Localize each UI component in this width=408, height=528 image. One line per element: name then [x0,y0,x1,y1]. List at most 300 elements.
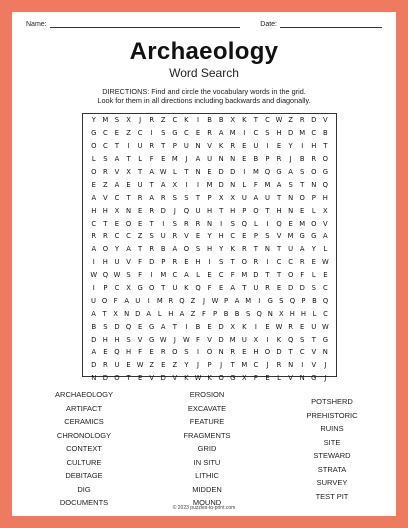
grid-letter[interactable]: D [288,284,294,293]
grid-letter[interactable]: R [172,232,178,241]
grid-letter[interactable]: A [179,309,185,318]
grid-letter[interactable]: R [299,258,305,267]
grid-letter[interactable]: T [102,309,107,318]
grid-letter[interactable]: P [207,361,212,370]
grid-letter[interactable]: M [287,232,294,241]
grid-letter[interactable]: R [137,193,143,202]
grid-letter[interactable]: H [253,348,259,357]
grid-letter[interactable]: C [91,219,97,228]
grid-letter[interactable]: M [160,271,167,280]
grid-letter[interactable]: Z [126,129,131,138]
grid-letter[interactable]: M [229,335,236,344]
grid-letter[interactable]: I [150,271,153,280]
grid-letter[interactable]: E [207,322,212,331]
grid-letter[interactable]: V [126,258,131,267]
grid-letter[interactable]: R [149,206,155,215]
grid-letter[interactable]: E [103,348,108,357]
grid-letter[interactable]: F [196,335,200,344]
grid-letter[interactable]: B [253,155,259,164]
date-field[interactable] [260,20,382,28]
grid-letter[interactable]: A [299,245,305,254]
grid-letter[interactable]: V [276,232,282,241]
grid-letter[interactable]: W [159,335,167,344]
grid-letter[interactable]: P [103,284,108,293]
grid-letter[interactable]: O [322,155,329,164]
grid-letter[interactable]: X [113,309,118,318]
grid-letter[interactable]: K [230,245,235,254]
grid-letter[interactable]: D [218,180,224,189]
grid-letter[interactable]: R [230,142,236,151]
grid-letter[interactable]: N [218,155,224,164]
grid-letter[interactable]: C [172,271,178,280]
grid-letter[interactable]: N [218,348,224,357]
grid-letter[interactable]: F [230,271,235,280]
grid-letter[interactable]: A [91,309,96,318]
grid-letter[interactable]: I [162,219,165,228]
grid-letter[interactable]: S [103,322,108,331]
grid-letter[interactable]: E [161,361,166,370]
grid-letter[interactable]: L [323,245,328,254]
grid-letter[interactable]: Z [190,309,196,318]
grid-letter[interactable]: B [160,245,166,254]
grid-letter[interactable]: J [196,361,199,370]
grid-letter[interactable]: S [184,193,189,202]
grid-letter[interactable]: T [149,219,154,228]
grid-letter[interactable]: I [243,129,246,138]
grid-letter[interactable]: N [299,374,305,383]
grid-letter[interactable]: W [194,374,202,383]
grid-letter[interactable]: A [146,309,152,318]
grid-letter[interactable]: I [185,180,188,189]
grid-letter[interactable]: H [300,309,306,318]
grid-letter[interactable]: Q [264,168,271,176]
grid-letter[interactable]: Q [256,309,262,318]
grid-letter[interactable]: X [126,168,131,176]
grid-letter[interactable]: N [288,206,294,215]
grid-letter[interactable]: Y [207,232,212,241]
grid-letter[interactable]: T [126,193,131,202]
grid-letter[interactable]: W [159,168,167,176]
grid-letter[interactable]: Q [195,284,201,293]
grid-letter[interactable]: D [114,322,120,331]
grid-letter[interactable]: T [126,374,131,383]
grid-letter[interactable]: R [160,193,166,202]
grid-letter[interactable]: A [114,155,120,164]
grid-letter[interactable]: G [276,168,282,176]
grid-letter[interactable]: I [196,116,199,125]
grid-letter[interactable]: Q [322,296,329,305]
grid-letter[interactable]: S [288,180,293,189]
grid-letter[interactable]: A [91,193,97,202]
grid-letter[interactable]: S [300,335,305,344]
grid-letter[interactable]: I [220,219,223,228]
grid-letter[interactable]: S [279,296,284,305]
grid-letter[interactable]: C [137,129,143,138]
grid-letter[interactable]: T [265,271,270,280]
grid-letter[interactable]: N [311,180,317,189]
grid-letter[interactable]: J [289,155,292,164]
grid-letter[interactable]: E [276,284,282,293]
grid-letter[interactable]: R [103,168,108,176]
grid-letter[interactable]: T [126,155,131,164]
grid-letter[interactable]: A [218,129,224,138]
grid-letter[interactable]: E [137,374,143,383]
grid-letter[interactable]: O [91,142,97,151]
grid-letter[interactable]: V [311,361,317,370]
grid-letter[interactable]: O [91,168,97,176]
grid-letter[interactable]: P [207,193,212,202]
grid-letter[interactable]: I [185,322,188,331]
grid-letter[interactable]: W [90,271,98,280]
grid-letter[interactable]: L [253,219,258,228]
grid-letter[interactable]: R [149,116,155,125]
grid-letter[interactable]: O [125,219,132,228]
grid-letter[interactable]: K [218,142,224,151]
grid-letter[interactable]: N [264,245,270,254]
grid-letter[interactable]: V [207,335,212,344]
grid-letter[interactable]: E [300,206,305,215]
grid-letter[interactable]: I [266,335,269,344]
grid-letter[interactable]: R [265,284,270,293]
grid-letter[interactable]: S [311,284,316,293]
date-line[interactable] [280,20,382,28]
grid-letter[interactable]: J [173,335,176,344]
grid-letter[interactable]: C [323,309,328,318]
grid-letter[interactable]: E [114,219,120,228]
grid-letter[interactable]: R [253,258,259,267]
grid-letter[interactable]: K [184,374,189,383]
grid-letter[interactable]: Y [184,361,189,370]
grid-letter[interactable]: B [223,309,229,318]
grid-letter[interactable]: L [311,206,316,215]
grid-letter[interactable]: U [253,142,259,151]
grid-letter[interactable]: E [276,142,282,151]
grid-letter[interactable]: S [265,129,270,138]
grid-letter[interactable]: V [172,374,178,383]
grid-letter[interactable]: I [243,168,246,176]
grid-letter[interactable]: A [234,296,240,305]
grid-letter[interactable]: R [168,296,174,305]
grid-letter[interactable]: D [135,309,141,318]
grid-letter[interactable]: I [266,258,269,267]
grid-letter[interactable]: N [230,180,236,189]
grid-letter[interactable]: I [266,219,269,228]
grid-letter[interactable]: Y [91,116,96,125]
grid-letter[interactable]: W [275,116,283,125]
grid-letter[interactable]: D [230,168,236,176]
grid-letter[interactable]: H [102,258,108,267]
grid-letter[interactable]: Z [137,232,143,241]
grid-letter[interactable]: V [323,219,328,228]
grid-letter[interactable]: O [114,374,120,383]
grid-letter[interactable]: T [114,142,120,151]
grid-letter[interactable]: E [126,361,131,370]
grid-letter[interactable]: F [202,309,206,318]
grid-letter[interactable]: I [258,296,261,305]
grid-letter[interactable]: A [160,322,166,331]
grid-letter[interactable]: A [288,168,293,176]
grid-letter[interactable]: R [91,232,97,241]
grid-letter[interactable]: U [135,296,141,305]
grid-letter[interactable]: K [276,335,282,344]
grid-letter[interactable]: E [219,284,224,293]
grid-letter[interactable]: B [195,322,201,331]
grid-letter[interactable]: C [288,258,293,267]
grid-letter[interactable]: K [207,374,212,383]
grid-letter[interactable]: U [114,361,120,370]
grid-letter[interactable]: D [160,206,166,215]
grid-letter[interactable]: K [242,116,247,125]
grid-letter[interactable]: A [184,271,189,280]
grid-letter[interactable]: D [253,271,259,280]
grid-letter[interactable]: I [208,258,211,267]
grid-letter[interactable]: H [276,129,282,138]
grid-letter[interactable]: I [196,180,199,189]
grid-letter[interactable]: Z [288,116,293,125]
grid-letter[interactable]: R [160,348,166,357]
grid-letter[interactable]: S [126,271,131,280]
grid-letter[interactable]: R [288,322,293,331]
grid-letter[interactable]: O [311,219,317,228]
grid-letter[interactable]: L [242,180,247,189]
grid-letter[interactable]: C [253,129,259,138]
grid-letter[interactable]: O [102,245,109,254]
grid-letter[interactable]: H [207,206,213,215]
grid-letter[interactable]: X [241,374,247,383]
grid-letter[interactable]: I [301,361,304,370]
grid-letter[interactable]: U [264,193,270,202]
grid-letter[interactable]: D [288,129,294,138]
grid-letter[interactable]: A [149,168,154,176]
grid-letter[interactable]: R [103,361,108,370]
grid-letter[interactable]: I [127,142,130,151]
grid-letter[interactable]: J [266,361,269,370]
grid-letter[interactable]: X [218,193,224,202]
grid-letter[interactable]: A [126,245,131,254]
grid-letter[interactable]: H [102,206,108,215]
grid-letter[interactable]: C [102,142,108,151]
grid-letter[interactable]: P [301,296,306,305]
grid-letter[interactable]: O [264,348,271,357]
grid-letter[interactable]: U [91,296,97,305]
grid-letter[interactable]: P [265,155,270,164]
grid-letter[interactable]: O [287,271,294,280]
grid-letter[interactable]: T [276,193,282,202]
grid-letter[interactable]: B [218,116,224,125]
grid-letter[interactable]: M [299,129,306,138]
grid-letter[interactable]: N [322,348,328,357]
grid-letter[interactable]: N [288,193,294,202]
grid-letter[interactable]: M [102,116,109,125]
grid-letter[interactable]: D [102,374,108,383]
grid-letter[interactable]: K [184,116,189,125]
grid-letter[interactable]: N [195,168,201,176]
grid-letter[interactable]: S [114,116,120,125]
grid-letter[interactable]: G [267,296,273,305]
grid-letter[interactable]: T [265,206,270,215]
grid-letter[interactable]: S [218,258,224,267]
grid-letter[interactable]: M [299,219,306,228]
grid-letter[interactable]: L [91,155,96,164]
grid-letter[interactable]: G [322,335,328,344]
grid-letter[interactable]: Q [289,296,296,305]
grid-letter[interactable]: Z [160,116,166,125]
grid-letter[interactable]: H [322,193,328,202]
grid-letter[interactable]: T [300,180,305,189]
grid-letter[interactable]: K [242,322,247,331]
grid-letter[interactable]: C [114,193,120,202]
grid-letter[interactable]: Z [190,296,196,305]
grid-letter[interactable]: X [230,193,236,202]
grid-letter[interactable]: N [267,309,273,318]
grid-letter[interactable]: Q [102,271,109,280]
grid-letter[interactable]: N [124,309,130,318]
grid-letter[interactable]: R [241,245,247,254]
grid-letter[interactable]: Q [183,206,190,215]
grid-letter[interactable]: Q [241,219,247,228]
grid-letter[interactable]: D [91,335,97,344]
grid-letter[interactable]: N [288,361,294,370]
grid-letter[interactable]: E [300,322,305,331]
grid-letter[interactable]: I [301,142,304,151]
grid-letter[interactable]: N [125,206,132,215]
grid-letter[interactable]: P [253,232,258,241]
grid-letter[interactable]: S [195,245,201,254]
grid-letter[interactable]: O [218,374,224,383]
grid-letter[interactable]: G [322,168,328,176]
grid-letter[interactable]: S [265,232,270,241]
grid-letter[interactable]: D [218,168,224,176]
grid-letter[interactable]: I [266,142,269,151]
grid-letter[interactable]: V [103,193,108,202]
grid-letter[interactable]: H [289,309,295,318]
grid-letter[interactable]: G [172,129,178,138]
grid-letter[interactable]: U [172,284,178,293]
grid-letter[interactable]: U [253,284,259,293]
grid-letter[interactable]: J [324,374,327,383]
grid-letter[interactable]: O [299,193,305,202]
grid-letter[interactable]: F [138,271,143,280]
grid-letter[interactable]: A [160,180,166,189]
grid-letter[interactable]: M [171,155,178,164]
grid-letter[interactable]: N [230,155,236,164]
grid-letter[interactable]: Y [219,245,224,254]
grid-letter[interactable]: C [311,129,317,138]
grid-letter[interactable]: E [242,155,247,164]
grid-letter[interactable]: J [139,116,142,125]
grid-letter[interactable]: C [126,232,131,241]
grid-letter[interactable]: L [196,271,200,280]
grid-letter[interactable]: X [114,206,120,215]
grid-letter[interactable]: Q [287,335,294,344]
grid-letter[interactable]: U [195,206,201,215]
grid-letter[interactable]: C [322,284,328,293]
grid-letter[interactable]: Q [125,322,132,331]
grid-letter[interactable]: U [114,258,120,267]
grid-letter[interactable]: W [136,361,144,370]
grid-letter[interactable]: D [218,335,224,344]
grid-letter[interactable]: E [323,271,328,280]
grid-letter[interactable]: S [161,129,166,138]
grid-letter[interactable]: U [160,232,166,241]
grid-letter[interactable]: F [149,155,154,164]
grid-letter[interactable]: F [300,271,305,280]
grid-letter[interactable]: R [149,245,155,254]
grid-letter[interactable]: E [242,232,247,241]
grid-letter[interactable]: I [150,129,153,138]
grid-letter[interactable]: S [172,219,177,228]
grid-letter[interactable]: Y [288,142,293,151]
grid-letter[interactable]: U [183,142,189,151]
grid-letter[interactable]: C [114,284,120,293]
grid-letter[interactable]: C [253,361,259,370]
grid-letter[interactable]: D [311,116,317,125]
grid-letter[interactable]: P [212,309,218,318]
grid-letter[interactable]: T [253,116,258,125]
grid-letter[interactable]: Z [149,361,155,370]
grid-letter[interactable]: E [126,180,131,189]
grid-letter[interactable]: F [207,284,212,293]
grid-letter[interactable]: T [253,245,258,254]
grid-letter[interactable]: Q [276,219,282,228]
grid-letter[interactable]: G [230,374,236,383]
grid-letter[interactable]: O [183,245,190,254]
grid-letter[interactable]: A [172,245,178,254]
grid-letter[interactable]: Q [114,348,120,357]
grid-letter[interactable]: V [114,168,120,176]
grid-letter[interactable]: M [241,361,248,370]
grid-letter[interactable]: Q [179,296,185,305]
grid-letter[interactable]: O [241,258,247,267]
grid-letter[interactable]: H [311,142,317,151]
grid-letter[interactable]: C [265,116,270,125]
grid-letter[interactable]: T [230,361,235,370]
grid-letter[interactable]: G [149,335,155,344]
grid-letter[interactable]: T [230,258,235,267]
grid-letter[interactable]: E [149,348,154,357]
grid-letter[interactable]: O [149,284,155,293]
grid-letter[interactable]: F [138,348,143,357]
grid-letter[interactable]: D [91,361,97,370]
grid-letter[interactable]: S [103,155,108,164]
grid-letter[interactable]: S [230,219,235,228]
grid-letter[interactable]: Y [114,245,120,254]
grid-letter[interactable]: N [207,219,213,228]
grid-letter[interactable]: W [275,322,283,331]
grid-letter[interactable]: V [184,232,189,241]
grid-letter[interactable]: X [323,206,328,215]
grid-letter[interactable]: X [230,322,236,331]
grid-letter[interactable]: E [195,232,201,241]
grid-letter[interactable]: E [242,142,247,151]
grid-letter[interactable]: V [311,348,317,357]
grid-letter[interactable]: H [125,348,132,357]
grid-letter[interactable]: A [253,193,259,202]
grid-letter[interactable]: S [126,335,131,344]
grid-letter[interactable]: H [207,245,213,254]
grid-letter[interactable]: T [195,193,201,202]
grid-letter[interactable]: L [138,155,142,164]
grid-letter[interactable]: U [137,142,143,151]
grid-letter[interactable]: G [149,322,155,331]
grid-letter[interactable]: A [149,193,154,202]
grid-letter[interactable]: E [195,129,201,138]
grid-letter[interactable]: D [299,284,305,293]
grid-letter[interactable]: I [147,296,150,305]
grid-letter[interactable]: E [311,258,316,267]
grid-letter[interactable]: E [242,348,247,357]
grid-letter[interactable]: Q [322,180,329,189]
